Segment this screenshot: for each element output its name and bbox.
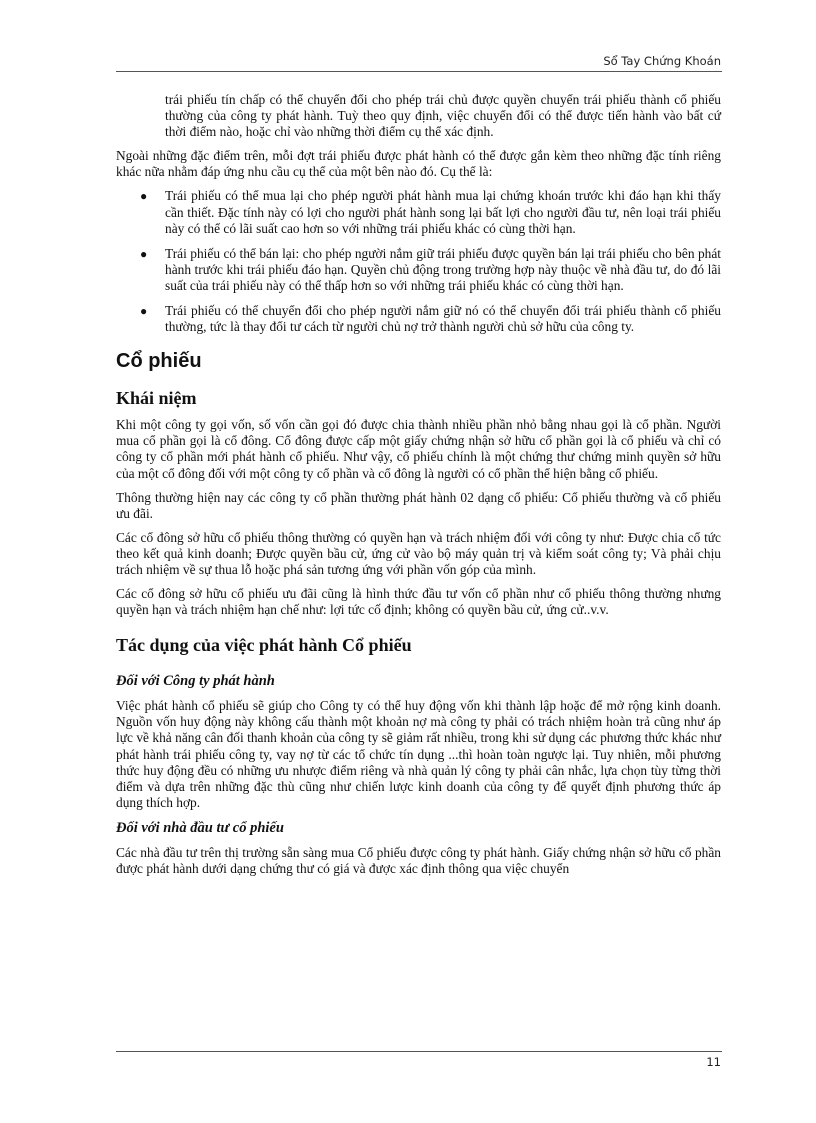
bullet-icon: ● — [140, 246, 148, 261]
section-heading-stock: Cổ phiếu — [116, 350, 202, 373]
heading-stock-investor: Đối với nhà đầu tư cổ phiếu — [116, 819, 284, 836]
paragraph-concept-2: Thông thường hiện nay các công ty cổ phần thường phát hành 02 dạng cổ phiếu: Cổ phiếu thường và cổ phiếu ưu đãi. — [116, 489, 721, 521]
list-item — [116, 303, 721, 335]
running-header-title: Sổ Tay Chứng Khoán — [603, 54, 721, 68]
page-number: 11 — [706, 1055, 721, 1069]
list-item-text: Trái phiếu có thể chuyển đổi cho phép người nắm giữ nó có thể chuyển đổi trái phiếu thành cổ phiếu thường, tức là thay đổi tư cách từ người chủ nợ trở thành người chủ sở hữu của công ty. — [165, 303, 721, 335]
paragraph-special-features: Ngoài những đặc điểm trên, mỗi đợt trái phiếu được phát hành có thể được gắn kèm theo những đặc tính riêng khác nữa nhằm đáp ứng nhu cầu cụ thể của một bên nào đó. Cụ thể là: — [116, 148, 721, 180]
paragraph-concept-3: Các cổ đông sở hữu cổ phiếu thông thường có quyền hạn và trách nhiệm đối với công ty như: Được chia cổ tức theo kết quả kinh doanh; Được quyền bầu cử, ứng cử vào bộ máy quản trị và kiểm soát công ty; Và phải chịu trách nhiệm về sự thua lỗ hoặc phá sản tương ứng với phần vốn góp của mình. — [116, 529, 721, 577]
paragraph-stock-investor: Các nhà đầu tư trên thị trường sẵn sàng mua Cổ phiếu được công ty phát hành. Giấy chứng nhận sở hữu cổ phần được phát hành dưới dạng chứng thư có giá và được xác định thông qua việc chuyển — [116, 844, 721, 876]
paragraph-concept-4: Các cổ đông sở hữu cổ phiếu ưu đãi cũng là hình thức đầu tư vốn cổ phần như cổ phiếu thông thường nhưng quyền hạn và trách nhiệm hạn chế như: lợi tức cố định; không có quyền bầu cử, ứng cử..v.v. — [116, 586, 721, 618]
bullet-icon: ● — [140, 189, 148, 204]
list-item-text: Trái phiếu có thể mua lại cho phép người phát hành mua lại chứng khoán trước khi đáo hạn khi thấy cần thiết. Đặc tính này có lợi cho người phát hành song lại bất lợi cho người đầu tư, nên loại trái phiếu này có thể có lãi suất cao hơn so với những trái phiếu khác có cùng thời hạn. — [165, 188, 721, 236]
paragraph-issuing-company: Việc phát hành cổ phiếu sẽ giúp cho Công ty có thể huy động vốn khi thành lập hoặc để mở rộng kinh doanh. Nguồn vốn huy động này không cấu thành một khoản nợ mà công ty phải có trách nhiệm hoàn trả cũng như áp lực về khả năng cân đối thanh khoản của công ty sẽ giảm rất nhiều, trong khi sử dụng các phương thức khác như phát hành trái phiếu công ty, vay nợ từ các tổ chức tín dụng ...thì hoàn toàn ngược lại. Tuy nhiên, mỗi phương thức huy động đều có những ưu nhược điểm riêng và nhà quản lý công ty phải cân nhắc, lựa chọn tùy từng thời điểm và dựa trên những đặc thù cũng như chiến lược kinh doanh của công ty để quyết định phương thức áp dụng thích hợp. — [116, 698, 721, 810]
list-item-text: Trái phiếu có thể bán lại: cho phép người nắm giữ trái phiếu được quyền bán lại trái phiếu cho bên phát hành trước khi trái phiếu đáo hạn. Quyền chủ động trong trường hợp này thuộc về nhà đầu tư, do đó lãi suất của trái phiếu này có thể thấp hơn so với những trái phiếu khác có cùng thời hạn. — [165, 245, 721, 293]
list-item — [116, 188, 721, 236]
footer-rule — [116, 1051, 722, 1052]
subsection-heading-concept: Khái niệm — [116, 388, 197, 409]
subsection-heading-effect: Tác dụng của việc phát hành Cổ phiếu — [116, 635, 412, 656]
heading-issuing-company: Đối với Công ty phát hành — [116, 673, 275, 690]
page-content — [116, 92, 721, 885]
list-item — [116, 246, 721, 294]
header-rule — [116, 71, 722, 72]
bond-features-list — [116, 188, 721, 335]
paragraph-convertible-intro: trái phiếu tín chấp có thể chuyển đổi cho phép trái chủ được quyền chuyển trái phiếu thành cổ phiếu thường của công ty phát hành. Tuỳ theo quy định, việc chuyển đổi có thể được tiến hành vào bất cứ thời điểm nào, hoặc chỉ vào những thời điểm cụ thể xác định. — [165, 92, 721, 140]
bullet-icon: ● — [140, 304, 148, 319]
paragraph-concept-1: Khi một công ty gọi vốn, số vốn cần gọi đó được chia thành nhiều phần nhỏ bằng nhau gọi là cổ phần. Người mua cổ phần gọi là cổ đông. Cổ đông được cấp một giấy chứng nhận sở hữu cổ phần gọi là cổ phiếu và chỉ có công ty cổ phần mới phát hành cổ phiếu. Như vậy, cổ phiếu chính là một chứng thư chứng minh quyền sở hữu của một cổ đông đối với một công ty cổ phần và cổ đông là người có cổ phần thể hiện bằng cổ phiếu. — [116, 417, 721, 481]
